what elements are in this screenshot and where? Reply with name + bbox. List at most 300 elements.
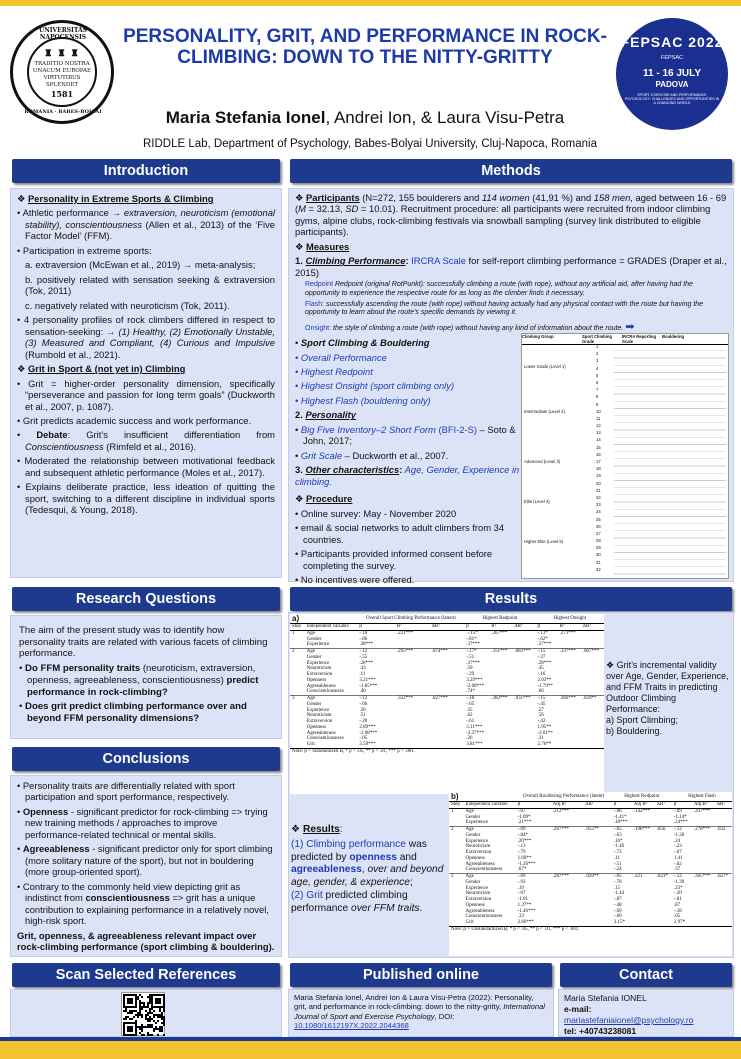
table-cell: -.79: [517, 850, 526, 856]
qr-module: [153, 1016, 155, 1018]
table-cell: .11: [613, 855, 620, 861]
ircra-scale-value: 1: [596, 344, 599, 349]
list-item: • 4 personality profiles of rock climbers differed in respect to sensation-seeking: → (1) Healthy, (2) Emotionally Unstable, (3) Measured and Compliant, (4) Curious and Impulsive (Rumbold et al., 2021).: [17, 314, 275, 360]
qr-module: [133, 1016, 135, 1018]
table-cell: Neuroticism: [306, 713, 332, 719]
qr-module: [163, 1034, 165, 1036]
qr-module: [149, 1002, 151, 1004]
list-item: • Overall Performance: [295, 351, 387, 363]
results-summary-heading: Results: [302, 824, 340, 835]
qr-module: [135, 1006, 137, 1008]
table-cell: -.20: [359, 719, 368, 725]
table-cell: Conscientiousness: [306, 689, 344, 695]
table-cell: .322***: [396, 696, 414, 702]
table-cell: Extraversion: [306, 719, 333, 725]
table-column-header: ΔR²: [430, 624, 465, 631]
table-cell: -.78: [613, 879, 622, 885]
table-cell: Experience: [465, 885, 489, 891]
table-cell: .66: [537, 689, 544, 695]
qr-module: [141, 996, 143, 998]
other-authors: , Andrei Ion, & Laura Visu-Petra: [325, 108, 565, 127]
measure-1: 1. Climbing Performance: IRCRA Scale for self-report climbing performance = GRADES (Draper et al., 2015): [295, 255, 727, 278]
table-cell: -.12: [359, 649, 368, 655]
table-cell: .305***: [693, 874, 711, 880]
list-item: • Debate: Grit’s insufficient differentiation from Conscientiousness (Rimfeld et al., 2016).: [17, 429, 275, 452]
table-cell: 1: [292, 630, 295, 636]
table-cell: Experience: [306, 707, 330, 713]
conclusions-header: Conclusions: [12, 747, 280, 771]
table-cell: Age: [306, 696, 316, 702]
poster-title: PERSONALITY, GRIT, AND PERFORMANCE IN ROCK-CLIMBING: DOWN TO THE NITTY-GRITTY: [123, 26, 607, 69]
ircra-scale-value: 4: [596, 365, 599, 371]
table-cell: .20***: [517, 838, 532, 844]
table-cell: 3.29***: [466, 677, 483, 683]
table-cell: -.05: [613, 874, 622, 880]
ircra-scale-value: 7: [596, 387, 599, 393]
table-cell: .351***: [491, 649, 508, 655]
table-cell: .18***: [613, 820, 628, 826]
table-column-header: ΔR²: [512, 624, 535, 631]
table-cell: Extraversion: [465, 897, 492, 903]
bottom-stripe: [0, 1041, 741, 1059]
table-cell: -.10: [359, 630, 368, 636]
table-cell: 2.89***: [359, 724, 376, 730]
table-cell: Agreeableness: [465, 908, 495, 914]
table-cell: -.51: [466, 654, 475, 660]
table-cell: .221***: [396, 630, 414, 636]
bottom-stripe-blue: [0, 1037, 741, 1041]
table-cell: -.05: [359, 736, 368, 742]
diamond-icon: ❖: [606, 660, 617, 670]
table-column-header: β: [357, 624, 395, 631]
ircra-scale-value: 20: [596, 480, 601, 486]
table-cell: .074***: [431, 649, 448, 655]
table-cell: Neuroticism: [465, 844, 491, 850]
list-item: • No incentives were offered.: [295, 574, 415, 585]
fepsac-name: FEPSAC 2022: [620, 34, 724, 50]
table-cell: .87: [673, 902, 681, 908]
table-cell: Age: [306, 649, 316, 655]
seal-motto: TRADITIO NOSTRA UNACUM EUROPAE VIRTUTIBUS SPLENDET: [32, 60, 92, 89]
ircra-group-2: Intermediate (Level 2): [524, 409, 565, 414]
table-cell: .28***: [537, 660, 552, 666]
qr-module: [131, 1018, 133, 1020]
research-question-1: • Do FFM personality traits (neuroticism, extraversion, openness, agreeableness, conscientiousness) predict performance in rock-climbing?: [19, 663, 259, 698]
result-2: (2) Grit predicted climbing performance over FFM traits.: [291, 889, 423, 914]
table-cell: -.18: [466, 696, 475, 702]
table-cell: .287***: [552, 874, 569, 880]
list-item: • Highest Onsight (sport climbing only): [295, 380, 455, 392]
table-cell: .35: [466, 707, 473, 713]
qr-module: [131, 1012, 133, 1014]
table-column-header: β: [672, 802, 692, 809]
table-cell: -.12: [673, 827, 682, 833]
table-cell: .029**: [582, 696, 597, 702]
table-cell: .51: [359, 713, 366, 719]
table-note: Note: β = Standardized B, * p < .05, ** p < .01, *** p < .001.: [290, 748, 604, 754]
table-cell: -.48: [613, 902, 622, 908]
table-cell: Experience: [465, 820, 489, 826]
table-cell: .366***: [559, 696, 576, 702]
table-cell: -.84*: [517, 832, 528, 838]
tel-label: tel:: [564, 1026, 577, 1037]
table-cell: -.13*: [537, 630, 548, 636]
table-cell: .212***: [552, 808, 569, 814]
table-label: b): [451, 792, 459, 801]
qr-module: [153, 1030, 155, 1032]
table-cell: Grit: [465, 920, 474, 926]
table-group-header: Highest Redpoint: [624, 793, 660, 799]
intro-heading-2: Grit in Sport & (not yet in) Climbing: [28, 363, 186, 375]
table-cell: Agreeableness: [306, 683, 336, 689]
table-cell: Age: [306, 630, 316, 636]
table-cell: Extraversion: [306, 672, 333, 678]
table-cell: .142***: [633, 808, 651, 814]
ircra-scale-column: [596, 344, 608, 574]
table-cell: .26: [466, 736, 473, 742]
table-cell: .020**: [585, 874, 599, 880]
fepsac-city: PADOVA: [655, 79, 689, 89]
qr-module: [153, 1010, 155, 1012]
list-item: • Explains deliberate practice, less ideation of quitting the sport, switching to a different discipline in individual sports (Tedesqui, & Young, 2018).: [17, 481, 275, 516]
table-cell: Gender: [306, 701, 322, 707]
qr-module: [137, 1016, 139, 1018]
table-cell: -.93: [517, 879, 526, 885]
list-item: • Highest Redpoint: [295, 365, 373, 377]
table-cell: -.72: [613, 850, 622, 856]
table-cell: .027***: [431, 696, 448, 702]
ircra-scale-value: 3: [596, 358, 599, 364]
table-column-header: β: [464, 624, 489, 631]
procedure-heading: Procedure: [306, 493, 353, 505]
table-cell: 3: [451, 874, 454, 880]
qr-module: [131, 1002, 133, 1004]
list-item: • Athletic performance → extraversion, neuroticism (emotional stability), conscientiousness (Allen et al., 2013) of the ‘Five Factor Model’ (FFM).: [17, 207, 275, 242]
table-cell: .27: [537, 707, 544, 713]
table-cell: .11: [359, 672, 366, 678]
table-cell: .37***: [466, 642, 481, 648]
table-column-header: ΔR²: [581, 624, 604, 631]
table-cell: -.55: [359, 654, 368, 660]
methods-header: Methods: [290, 159, 732, 183]
ircra-group-1: Lower Grade (Level 1): [524, 364, 566, 369]
table-cell: 2.60***: [517, 920, 534, 926]
email-label: e-mail:: [564, 1004, 592, 1015]
ircra-scale-value: 9: [596, 401, 599, 407]
table-cell: .-.15*: [466, 630, 478, 636]
table-cell: .198***: [633, 827, 651, 833]
doi-link[interactable]: 10.1080/1612197X.2022.2044368: [294, 1021, 409, 1031]
table-cell: -1.14*: [673, 814, 687, 820]
ircra-scale-value: 21: [596, 487, 601, 493]
table-cell: -.09: [673, 808, 682, 814]
diamond-icon: ❖: [295, 192, 307, 203]
ircra-scale-value: 27: [596, 530, 601, 536]
measures-heading: Measures: [306, 240, 350, 252]
table-cell: .40: [359, 689, 366, 695]
qr-module: [159, 1002, 161, 1004]
seal-bottom-text: ROMANIA · BABES-BOLYAI: [24, 109, 102, 115]
seal-year: 1581: [50, 89, 74, 100]
qr-module: [135, 1020, 137, 1022]
table-cell: .382***: [491, 696, 508, 702]
table-cell: -.13: [517, 844, 526, 850]
table-column-header: R²: [395, 624, 430, 631]
table-cell: -.15: [537, 649, 546, 655]
table-cell: 1.60**: [517, 855, 532, 861]
table-note: Note: β = Unstandardized B, * p < .05, ** p < .01, *** p < .001.: [449, 926, 732, 932]
list-item: • Big Five Inventory–2 Short Form (BFI-2-S) – Soto & John, 2017;: [295, 423, 516, 447]
table-cell: -.15: [537, 696, 546, 702]
qr-module: [141, 1008, 143, 1010]
ircra-group-4: Elite (Level 4): [524, 499, 550, 504]
list-item: b. positively related with sensation seeking & extraversion (Tok, 2011): [25, 273, 275, 297]
table-cell: Age: [465, 808, 474, 814]
ircra-scale-value: 25: [596, 516, 601, 522]
published-panel: Maria Stefania Ionel, Andrei Ion & Laura Visu-Petra (2022): Personality, grit, and performance in rock-climbing: down to the nitty-gritty, International Journal of Sport and Exercise Psychology, DOI: 10.1080/1612197X.2022.2044368: [288, 989, 554, 1037]
table-cell: .032: [716, 827, 726, 833]
table-cell: Neuroticism: [306, 666, 332, 672]
table-cell: .056: [656, 827, 666, 833]
ircra-scale-value: 19: [596, 473, 601, 479]
qr-module: [125, 1018, 127, 1020]
qr-module: [131, 1030, 133, 1032]
conclusion-item: • Contrary to the commonly held view depicting grit as indistinct from conscientiousness => grit has a unique contribution to explaining performance in a relatively novel, high-risk sport.: [17, 880, 269, 927]
references-panel: [10, 989, 282, 1037]
table-group-header: Highest Flash: [688, 793, 716, 799]
table-cell: -2.08***: [359, 730, 378, 736]
references-qr-code[interactable]: [121, 992, 165, 1036]
table-column-header: Independent variable: [305, 624, 358, 631]
ircra-scale-value: 22: [596, 494, 601, 500]
table-cell: .24***: [673, 820, 688, 826]
list-item: c. negatively related with neuroticism (Tok, 2011).: [25, 299, 230, 311]
diamond-icon: ❖: [295, 240, 307, 252]
table-cell: .16*: [613, 838, 623, 844]
table-cell: -.07: [517, 891, 526, 897]
ircra-grade-table: [521, 333, 729, 579]
list-item: a. extraversion (McEwan et al., 2019) → meta-analysis;: [25, 259, 256, 271]
affiliation: RIDDLE Lab, Department of Psychology, Babes-Bolyai University, Cluj-Napoca, Romania: [142, 138, 598, 150]
table-group-header: Highest Onsight: [553, 615, 587, 621]
table-cell: Gender: [465, 832, 481, 838]
table-cell: 1: [451, 808, 454, 814]
table-cell: Experience: [306, 642, 330, 648]
rq-lead: The aim of the present study was to identify how personality traits are related with various facets of climbing performance.: [19, 625, 268, 660]
table-cell: -1.46: [613, 844, 625, 850]
table-cell: .74*: [466, 689, 476, 695]
table-cell: 2: [292, 649, 295, 655]
diamond-icon: ❖: [17, 363, 29, 375]
table-cell: 2.76**: [537, 742, 552, 748]
ircra-scale-value: 15: [596, 444, 601, 450]
table-cell: -.12: [673, 874, 682, 880]
conclusion-summary: Grit, openness, & agreeableness relevant impact over rock-climbing performance (sport climbing & bouldering).: [17, 929, 275, 953]
table-cell: -1.41*: [613, 814, 627, 820]
table-column-header: Adj.R²: [632, 802, 655, 809]
ircra-scale-value: 24: [596, 509, 601, 515]
ircra-scale-value: 2: [596, 351, 599, 357]
table-cell: 2: [451, 827, 454, 833]
table-cell: 2.03**: [537, 677, 552, 683]
table-cell: -.07: [517, 808, 526, 814]
table-cell: .267***: [491, 630, 508, 636]
table-cell: .67*: [517, 867, 527, 873]
list-item: • email & social networks to adult climbers from 34 countries.: [295, 522, 505, 545]
contact-header: Contact: [560, 963, 732, 987]
table-cell: -.12: [359, 696, 368, 702]
table-cell: .37: [673, 867, 681, 873]
table-cell: Agreeableness: [306, 730, 336, 736]
participants-heading: Participants: [306, 192, 360, 203]
table-cell: -.17*: [466, 649, 477, 655]
qr-module: [135, 1034, 137, 1036]
table-column-header: β: [516, 802, 551, 809]
research-questions-header: Research Questions: [12, 587, 280, 611]
table-cell: -.51: [613, 861, 622, 867]
table-cell: -.18: [673, 908, 682, 914]
table-cell: .19: [517, 885, 524, 891]
table-cell: .37***: [466, 660, 481, 666]
list-item: • Online survey: May - November 2020: [295, 507, 457, 519]
ircra-header-row: Climbing Group Sport Climbing Grade IRCRA Reporting Scale Bouldering: [522, 334, 728, 345]
side-note-a: a) Sport Climbing;: [606, 714, 679, 725]
table-cell: .05: [673, 914, 681, 920]
list-item: • Participants provided informed consent before completing the survey.: [295, 548, 493, 571]
ircra-scale-value: 16: [596, 451, 601, 457]
ircra-scale-value: 18: [596, 466, 601, 472]
table-cell: .221: [633, 874, 643, 880]
intro-heading-1: Personality in Extreme Sports & Climbing: [28, 193, 214, 204]
results-header: Results: [290, 587, 732, 611]
qr-module: [163, 1024, 165, 1026]
seal-top-text: UNIVERSITAS NAPOCENSIS: [38, 27, 87, 42]
table-cell: -1.09*: [517, 814, 531, 820]
qr-module: [143, 1034, 145, 1036]
seal-towers-icon: ♜ ♜ ♜: [44, 49, 80, 59]
table-group-header: Overall Sport Climbing Performance (latent): [365, 615, 456, 621]
table-cell: -2.01**: [537, 730, 553, 736]
table-cell: Agreeableness: [465, 861, 495, 867]
measure-2: 2. Personality: [295, 409, 356, 421]
arrow-right-icon: ➡: [625, 320, 635, 333]
table-cell: .28***: [359, 642, 374, 648]
qr-module: [155, 1022, 157, 1024]
fepsac-dates: 11 - 16 JULY: [642, 67, 701, 79]
conclusion-item: • Personality traits are differentially related with sport participation and sport performance, respectively.: [17, 780, 235, 803]
table-label: a): [292, 614, 300, 623]
table-cell: .43: [359, 666, 366, 672]
qr-module: [141, 1030, 143, 1032]
list-item: • Highest Flash (bouldering only): [295, 394, 431, 406]
results-summary: ❖ Results: (1) Climbing performance was predicted by openness and agreeableness, over and beyond age, gender, & experience; (2) Grit predicted climbing performance over FFM traits.: [291, 824, 444, 914]
table-cell: -2.08***: [466, 683, 485, 689]
table-cell: -.66: [359, 701, 368, 707]
introduction-header: Introduction: [12, 159, 280, 183]
side-note-b: b) Bouldering.: [606, 725, 663, 736]
contact-tel: +40743238081: [579, 1026, 637, 1037]
ircra-group-3: Advanced (Level 3): [524, 459, 561, 464]
table-cell: .56: [537, 713, 544, 719]
fepsac-tagline: SPORT, EXERCISE AND PERFORMANCE PSYCHOLOGY: CHALLENGES AND OPPORTUNITIES IN A CHANGING WORLD: [624, 92, 720, 106]
ircra-group-5: Higher Elite (Level 5): [524, 539, 564, 544]
research-questions-panel: [10, 615, 282, 739]
table-column-header: Step: [290, 624, 305, 631]
table-column-header: R²: [558, 624, 581, 631]
table-cell: Grit: [306, 742, 315, 748]
table-cell: Gender: [306, 636, 322, 642]
ircra-scale-value: 5: [596, 372, 599, 378]
table-cell: -.09: [517, 874, 526, 880]
table-cell: .62: [466, 713, 473, 719]
table-column-header: Adj.R²: [551, 802, 584, 809]
table-cell: .24: [673, 838, 681, 844]
table-cell: .26: [359, 707, 366, 713]
ircra-scale-value: 17: [596, 459, 601, 464]
introduction-panel: [10, 188, 282, 578]
table-cell: Conscientiousness: [306, 736, 344, 742]
table-cell: .21***: [517, 820, 532, 826]
list-item: • Grit Scale – Duckworth et al., 2007.: [295, 449, 449, 461]
table-cell: -1.28: [673, 832, 685, 838]
table-cell: -.69: [613, 908, 622, 914]
ircra-scale-value: 31: [596, 559, 601, 565]
table-cell: .15: [613, 885, 620, 891]
results-table-a: [290, 614, 604, 794]
table-cell: Conscientiousness: [465, 914, 503, 920]
qr-module: [157, 1034, 159, 1036]
table-cell: Openness: [465, 902, 485, 908]
table-cell: .31: [537, 736, 544, 742]
fepsac-logo: [616, 18, 728, 130]
table-cell: Conscientiousness: [465, 867, 503, 873]
table-cell: -1.79**: [537, 683, 553, 689]
table-cell: Openness: [306, 724, 327, 730]
methods-panel: ❖ Participants (N=272, 155 boulderers and 114 women (41,91 %) and 158 men, aged between 16 - 69 (M = 32.13, SD = 10.01). Recruitment procedure: all participants were recruited from indoor climbing gyms, alpine clubs, rock-climbing festivals via snowball sampling (survey link distributed to eligible participants). ❖ Measures 1. Climbing Performance: IRCRA Scale for self-report climbing performance = GRADES (Draper et al., 2015) Redpoint Redpoint (original RotPunkt): successfully climbing a route (with rope), without any artificial aid, after having had the opportunity to experience the respective route for as long as the climber finds it necessary. Flash: successfully ascending the route (with rope) without having actually had any physical contact with the route but having the opportunity to learn about the route’s specific demands by viewing it. Onsight: the style of climbing a route (with rope) without having any kind of information about the route. ➡ • Sport Climbing & Bouldering • Overall Performance • Highest Redpoint • Highest Onsight (sport climbing only) • Highest Flash (bouldering only) 2. Personality • Big Five Inventory–2 Short Form (BFI-2-S) – Soto & John, 2017; • Grit Scale – Duckworth et al., 2007. 3. Other characteristics: Age, Gender, Experience in climbing. ❖ Procedure • Online survey: May - November 2020 • email & social networks to adult climbers from 34 countries. • Participants provided informed consent before completing the survey. • No incentives were offered.: [288, 188, 734, 582]
ircra-scale-value: 8: [596, 394, 599, 400]
table-column-header: ΔR²: [655, 802, 672, 809]
ircra-grade-grid: [614, 344, 726, 576]
table-cell: -.63: [613, 832, 622, 838]
table-group-header: Highest Redpoint: [482, 615, 518, 621]
ircra-scale-value: 23: [596, 502, 601, 508]
table-cell: .067***: [582, 649, 600, 655]
ircra-scale-value: 14: [596, 437, 601, 443]
ircra-scale-value: 30: [596, 552, 601, 558]
table-cell: Experience: [306, 660, 330, 666]
list-item: • Participation in extreme sports:: [17, 244, 152, 256]
table-cell: .267***: [552, 827, 569, 833]
list-item: • Grit = higher-order personality dimension, specifically “perseverance and passion for long term goals” (Duckworth et al., 2007, p. 1087).: [17, 377, 275, 412]
table-cell: -.61: [466, 719, 475, 725]
table-column-header: β: [536, 624, 558, 631]
table-cell: .278***: [693, 827, 711, 833]
table-cell: .055**: [585, 827, 599, 833]
fepsac-org: FEPSAC: [660, 55, 683, 62]
table-cell: .031***: [514, 696, 531, 702]
table-cell: 2.97*: [673, 920, 686, 926]
table-cell: -1.39: [673, 879, 685, 885]
table-cell: -.37: [537, 654, 546, 660]
table-cell: -1.26***: [517, 861, 536, 867]
results-side-note: ❖ Grit’s incremental validity over Age, Gender, Experience, and FFM Traits in predicting Outdoor Climbing Performance: a) Sport Climbing; b) Bouldering.: [606, 660, 729, 736]
table-cell: 3.11***: [466, 724, 483, 730]
contact-email-link[interactable]: mariastefaniaionel@psychology.ro: [564, 1015, 694, 1026]
table-cell: .023*: [656, 874, 668, 880]
university-seal-logo: [10, 20, 114, 124]
ircra-scale-value: 28: [596, 538, 601, 544]
results-table-b: [449, 792, 732, 956]
